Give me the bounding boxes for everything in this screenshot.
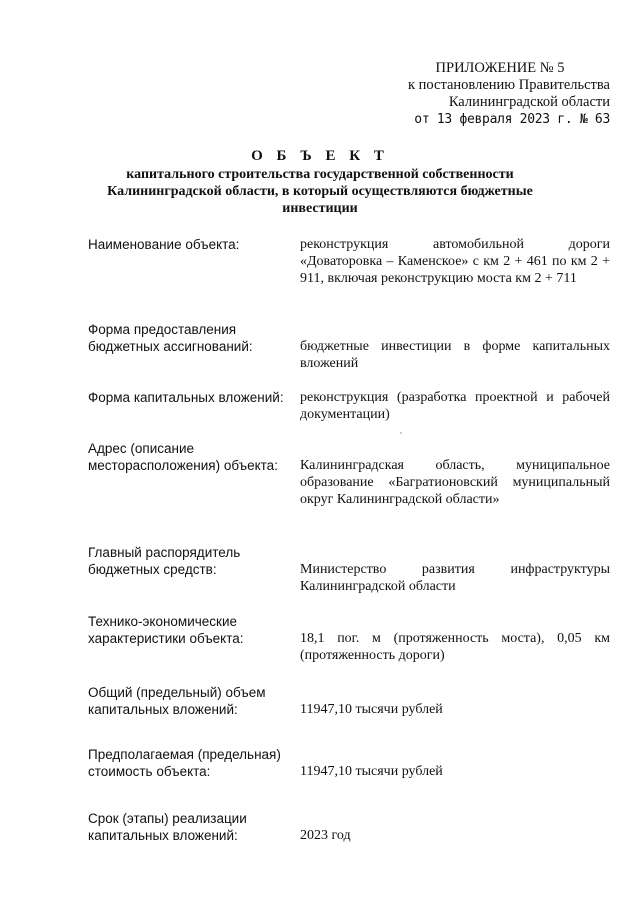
field-label-line-1: Срок (этапы) реализации	[88, 811, 247, 826]
field-label-line-2: характеристики объекта:	[88, 631, 244, 646]
field-value: 18,1 пог. м (протяженность моста), 0,05 км (протяженность дороги)	[300, 631, 610, 663]
region-name: Калининградской области	[448, 94, 610, 110]
field-label	[88, 613, 298, 647]
scan-speck	[400, 432, 402, 434]
document-title	[90, 146, 550, 217]
field-label	[88, 746, 298, 780]
field-label	[88, 236, 298, 253]
field-label	[88, 321, 298, 355]
field-label-line-1: Технико-экономические	[88, 614, 237, 629]
field-label	[88, 440, 298, 474]
title-main: О Б Ъ Е К Т	[251, 148, 389, 164]
field-label-line-1: Предполагаемая (предельная)	[88, 747, 281, 762]
field-value: Министерство развития инфраструктуры Калининградской области	[300, 562, 610, 594]
field-label-line-2: капитальных вложений:	[88, 702, 238, 717]
field-value: реконструкция автомобильной дороги «Доваторовка – Каменское» с км 2 + 461 по км 2 + 911, включая реконструкцию моста км 2 + 711	[300, 237, 610, 286]
field-label-line-1: Наименование объекта:	[88, 237, 240, 252]
field-label-line-1: Главный распорядитель	[88, 545, 241, 560]
field-label-line-2: стоимость объекта:	[88, 764, 211, 779]
field-value: 11947,10 тысячи рублей	[300, 702, 443, 717]
field-label-line-2: капитальных вложений:	[88, 828, 238, 843]
field-value: реконструкция (разработка проектной и рабочей документации)	[300, 390, 610, 422]
field-label-line-2: бюджетных средств:	[88, 562, 217, 577]
field-label-line-2: бюджетных ассигнований:	[88, 339, 253, 354]
title-line-3: инвестиции	[282, 201, 358, 216]
field-label-line-1: Адрес (описание	[88, 441, 195, 456]
field-label-line-1: Форма капитальных вложений:	[88, 390, 284, 405]
field-label	[88, 810, 298, 844]
title-line-1: капитального строительства государственной собственности	[126, 167, 514, 182]
field-label-line-2: месторасположения) объекта:	[88, 458, 278, 473]
field-label-line-1: Общий (предельный) объем	[88, 685, 266, 700]
field-value: Калининградская область, муниципальное образование «Багратионовский муниципальный округ Калининградской области»	[300, 458, 610, 507]
field-value: бюджетные инвестиции в форме капитальных вложений	[300, 339, 610, 371]
field-label	[88, 389, 298, 406]
appendix-number: ПРИЛОЖЕНИЕ № 5	[435, 60, 565, 76]
field-label	[88, 544, 298, 578]
field-value: 2023 год	[300, 828, 351, 843]
field-label	[88, 684, 298, 718]
resolution-reference: к постановлению Правительства	[408, 77, 610, 93]
appendix-header	[360, 60, 610, 128]
field-value: 11947,10 тысячи рублей	[300, 764, 443, 779]
field-label-line-1: Форма предоставления	[88, 322, 237, 337]
title-line-2: Калининградской области, в который осуществляются бюджетные	[107, 184, 533, 199]
resolution-date: от 13 февраля 2023 г. № 63	[414, 112, 610, 127]
